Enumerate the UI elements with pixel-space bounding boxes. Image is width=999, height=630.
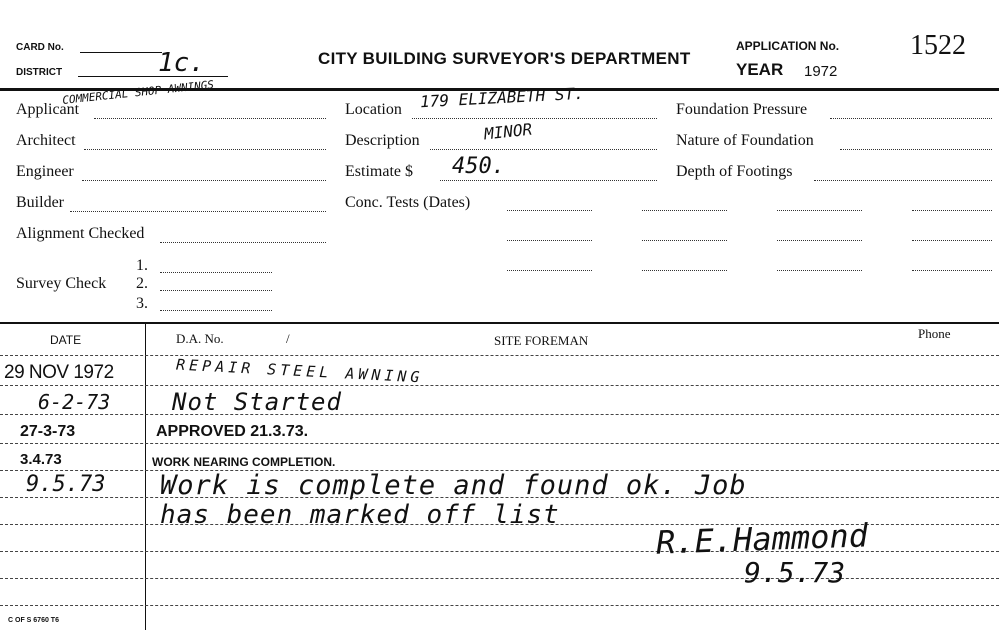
survey-2-line — [160, 290, 272, 291]
page-title: CITY BUILDING SURVEYOR'S DEPARTMENT — [318, 49, 691, 68]
conc-test-slot — [777, 210, 862, 211]
table-rule — [0, 605, 999, 606]
table-rule — [0, 443, 999, 444]
builder-label: Builder — [16, 194, 64, 211]
location-value: 179 ELIZABETH ST. — [419, 83, 585, 112]
estimate-line — [440, 180, 657, 181]
applicant-value: COMMERCIAL SHOP AWNINGS — [61, 78, 215, 107]
applicant-label: Applicant — [16, 101, 80, 118]
depth-footings-label: Depth of Footings — [676, 163, 793, 180]
conc-tests-label: Conc. Tests (Dates) — [345, 194, 471, 211]
date-column-header: DATE — [50, 333, 82, 347]
engineer-label: Engineer — [16, 163, 74, 180]
conc-test-slot — [912, 270, 992, 271]
signature-date: 9.5.73 — [744, 556, 846, 589]
nature-foundation-label: Nature of Foundation — [676, 132, 814, 149]
site-foreman-header: SITE FOREMAN — [494, 333, 589, 348]
log-date: 6-2-73 — [38, 390, 111, 414]
conc-test-slot — [642, 270, 727, 271]
location-line — [412, 118, 657, 119]
description-label: Description — [345, 132, 420, 149]
survey-1-line — [160, 272, 272, 273]
da-column-header: D.A. No. — [176, 331, 224, 346]
conc-test-slot — [642, 240, 727, 241]
description-line — [430, 149, 657, 150]
location-label: Location — [345, 101, 402, 118]
log-note: Not Started — [172, 388, 342, 416]
log-note: WORK NEARING COMPLETION. — [152, 455, 336, 469]
builder-line — [70, 211, 326, 212]
conc-test-slot — [777, 270, 862, 271]
foundation-pressure-label: Foundation Pressure — [676, 101, 808, 118]
log-note: REPAIR STEEL AWNING — [175, 355, 424, 387]
application-no-label: APPLICATION No. — [736, 39, 840, 53]
nature-foundation-line — [840, 149, 992, 150]
survey-3-line — [160, 310, 272, 311]
card-no-line — [80, 52, 162, 53]
conc-test-slot — [507, 210, 592, 211]
engineer-line — [82, 180, 326, 181]
alignment-line — [160, 242, 326, 243]
conc-test-slot — [507, 270, 592, 271]
estimate-value: 450. — [452, 154, 505, 179]
log-note: has been marked off list — [160, 500, 560, 530]
district-line — [78, 76, 228, 77]
da-slash: / — [286, 331, 290, 346]
conc-test-slot — [642, 210, 727, 211]
conc-test-slot — [507, 240, 592, 241]
log-date: 3.4.73 — [20, 451, 62, 468]
foundation-pressure-line — [830, 118, 992, 119]
table-rule — [0, 578, 999, 579]
survey-1-label: 1. — [136, 257, 148, 274]
applicant-line — [94, 118, 326, 119]
district-value: 1c. — [158, 48, 205, 78]
estimate-label: Estimate $ — [345, 163, 413, 180]
description-value: MINOR — [483, 119, 534, 144]
conc-test-slot — [777, 240, 862, 241]
architect-line — [84, 149, 326, 150]
alignment-label: Alignment Checked — [16, 225, 145, 242]
log-date: 9.5.73 — [26, 472, 106, 497]
foreman-signature: R.E.Hammond — [655, 516, 869, 562]
date-column-divider — [145, 322, 146, 630]
card-no-label: CARD No. — [16, 42, 64, 53]
table-rule — [0, 385, 999, 386]
phone-header: Phone — [918, 326, 951, 341]
log-note: Work is complete and found ok. Job — [160, 470, 747, 501]
survey-2-label: 2. — [136, 275, 148, 292]
form-code: C OF S 6760 T6 — [8, 617, 59, 624]
log-note: APPROVED 21.3.73. — [156, 423, 309, 440]
log-date: 29 NOV 1972 — [4, 362, 114, 383]
table-rule — [0, 414, 999, 415]
log-date: 27-3-73 — [20, 423, 76, 440]
year-value: 1972 — [804, 63, 838, 80]
conc-test-slot — [912, 240, 992, 241]
survey-3-label: 3. — [136, 295, 148, 312]
table-rule — [0, 355, 999, 356]
survey-check-label: Survey Check — [16, 275, 107, 292]
architect-label: Architect — [16, 132, 76, 149]
district-label: DISTRICT — [16, 67, 63, 78]
depth-footings-line — [814, 180, 992, 181]
conc-test-slot — [912, 210, 992, 211]
section-rule — [0, 322, 999, 324]
year-label: YEAR — [736, 60, 784, 79]
application-no-value: 1522 — [910, 30, 966, 61]
